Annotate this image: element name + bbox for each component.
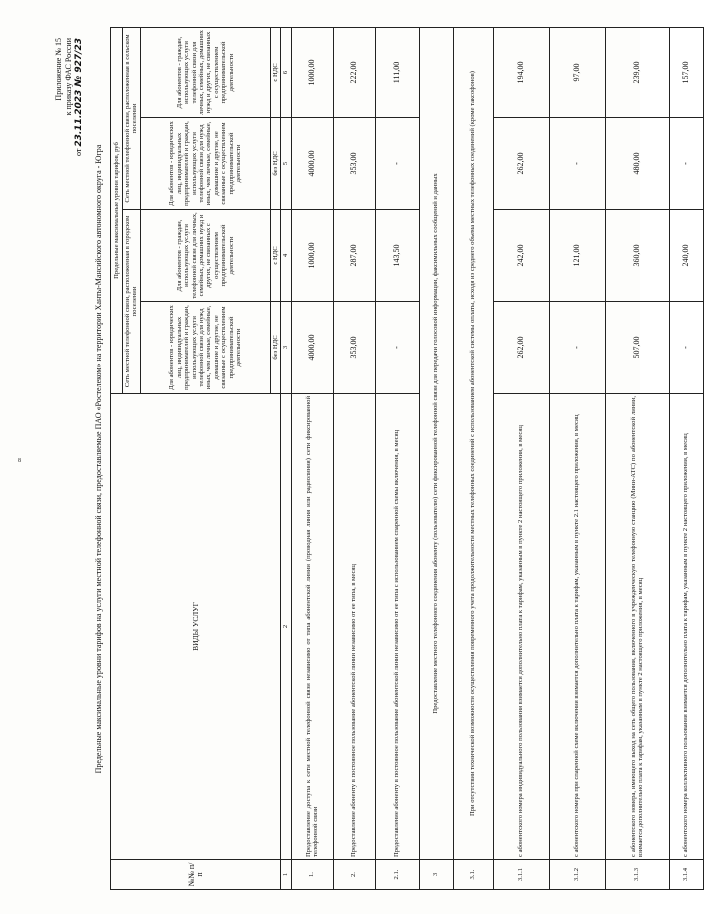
row-value: -: [669, 302, 703, 394]
row-section-heading: При отсутствии технической возможности осуществления повременного учета продолжительности местных телефонных соединений с использованием абонентской системы оплаты, исходя из среднего объема местных телефонных соединений (кроме таксофонов): [453, 28, 493, 860]
row-num: 1.: [291, 860, 333, 890]
row-value: 194,00: [493, 28, 549, 118]
row-value: -: [375, 302, 419, 394]
appendix-date-prefix: от: [74, 148, 83, 157]
row-num: 3.1.3: [605, 860, 669, 890]
page-number: 8: [18, 458, 21, 464]
header-vat-1: без НДС: [270, 302, 280, 394]
table-row: [669, 28, 703, 890]
header-tariffs: Предельные максимальные уровни тарифов, руб: [111, 28, 123, 394]
header-vat-4: с НДС: [270, 28, 280, 118]
header-vat-2: с НДС: [270, 210, 280, 302]
row-value: 97,00: [549, 28, 605, 118]
header-rural-network: Сеть местной телефонной связи, расположенная в сельском поселении: [123, 28, 141, 210]
header-num: №№ п/п: [111, 860, 281, 890]
col-number-6: 6: [281, 28, 291, 118]
row-service: с абонентского номера, имеющего выход на сеть общего пользования, включенного в учрежденческую телефонную станцию (Мини-АТС) по абонентской линии, взимается дополнительно плата к тарифам, указанным в пункте 2 настоящего приложения, в месяц: [605, 394, 669, 860]
table-row: [291, 28, 333, 890]
row-service: с абонентского номера при спаренной схеме включения взимается дополнительно плата к тарифам, указанным в пункте 2.1 настоящего приложения, в месяц: [549, 394, 605, 860]
row-service: с абонентского номера индивидуального пользования взимается дополнительно плата к тарифам, указанным в пункте 2 настоящего приложения, в месяц: [493, 394, 549, 860]
tariff-table: [110, 27, 704, 890]
row-value: -: [669, 118, 703, 210]
appendix-line-2: к приказу ФАС России: [64, 38, 73, 116]
document-title: Предельные максимальные уровни тарифов на услуги местной телефонной связи, предоставляемые ПАО «Ростелеком» на территории Ханты-Мансийского автономного округа - Югра: [94, 144, 103, 774]
header-urban-business: Для абонентов - юридических лиц, индивидуальных предпринимателей и граждан, использующих услуги телефонной связи для нужд иных, чем личные, семейные, домашние и другие, не связанные с осуществлением предпринимательской деятельности: [140, 302, 270, 394]
row-section-heading: Предоставление местного телефонного соединения абоненту (пользователю) сети фиксированной телефонной связи для передачи голосовой информации, факсимильных сообщений и данных: [419, 28, 453, 860]
row-value: 242,00: [493, 210, 549, 302]
col-number-5: 5: [281, 118, 291, 210]
row-num: 2.: [333, 860, 375, 890]
rotated-content: [54, 28, 691, 890]
row-value: 4000,00: [291, 302, 333, 394]
row-value: 222,00: [333, 28, 375, 118]
appendix-date-number: 23.11.2023 № 927/23: [74, 38, 84, 147]
appendix-line-3: [74, 38, 84, 278]
appendix-block: [54, 38, 84, 278]
col-number-4: 4: [281, 210, 291, 302]
table-row: [605, 28, 669, 890]
row-value: 1000,00: [291, 210, 333, 302]
row-value: 1000,00: [291, 28, 333, 118]
row-value: 143,50: [375, 210, 419, 302]
table-row: [419, 28, 453, 890]
row-value: 157,00: [669, 28, 703, 118]
row-num: 3.1.1: [493, 860, 549, 890]
row-value: 360,00: [605, 210, 669, 302]
row-num: 3: [419, 860, 453, 890]
row-value: 287,00: [333, 210, 375, 302]
table-row: [333, 28, 375, 890]
row-value: 353,00: [333, 118, 375, 210]
table-row: [453, 28, 493, 890]
row-value: 262,00: [493, 118, 549, 210]
row-value: 480,00: [605, 118, 669, 210]
row-value: 353,00: [333, 302, 375, 394]
col-number-2: 2: [281, 394, 291, 860]
header-urban-citizens: Для абонентов - граждан, использующих услуги телефонной связи для личных, семейных, домашних нужд и других, не связанных с осуществлением предпринимательской деятельности: [140, 210, 270, 302]
header-rural-citizens: Для абонентов - граждан, использующих услуги телефонной связи для личных, семейных, домашних нужд и других, не связанных с осуществлением предпринимательской деятельности: [140, 28, 270, 118]
table-row: [493, 28, 549, 890]
header-urban-network: Сеть местной телефонной связи, расположенная в городском поселении: [123, 210, 141, 394]
row-service: Предоставление абоненту в постоянное пользование абонентской линии независимо от ее типа с использованием спаренной схемы включения, в месяц: [375, 394, 419, 860]
header-rural-business: Для абонентов - юридических лиц, индивидуальных предпринимателей и граждан, использующих услуги телефонной связи для нужд иных, чем личные, семейные, домашние и другие, не связанные с осуществлением предпринимательской деятельности: [140, 118, 270, 210]
row-value: 239,00: [605, 28, 669, 118]
row-value: 121,00: [549, 210, 605, 302]
row-value: 262,00: [493, 302, 549, 394]
row-service: Предоставление доступа к сети местной телефонной связи независимо от типа абонентской линии (проводная линия или радиолиния) сети фиксированной телефонной связи: [291, 394, 333, 860]
row-num: 3.1.: [453, 860, 493, 890]
col-number-3: 3: [281, 302, 291, 394]
row-value: 111,00: [375, 28, 419, 118]
header-vat-3: без НДС: [270, 118, 280, 210]
row-num: 3.1.4: [669, 860, 703, 890]
row-service: с абонентского номера коллективного пользования взимается дополнительно плата к тарифам, указанным в пункте 2 настоящего приложения, в месяц: [669, 394, 703, 860]
row-value: -: [375, 118, 419, 210]
appendix-line-1: Приложение № 15: [54, 38, 63, 101]
col-number-1: 1: [281, 860, 291, 890]
row-value: -: [549, 302, 605, 394]
row-num: 2.1.: [375, 860, 419, 890]
row-value: 507,00: [605, 302, 669, 394]
row-service: Предоставление абоненту в постоянное пользование абонентской линии независимо от ее типа, в месяц: [333, 394, 375, 860]
row-value: 240,00: [669, 210, 703, 302]
row-num: 3.1.2: [549, 860, 605, 890]
table-row: [375, 28, 419, 890]
table-row: [549, 28, 605, 890]
row-value: 4000,00: [291, 118, 333, 210]
header-services: ВИДЫ УСЛУГ: [111, 394, 281, 860]
row-value: -: [549, 118, 605, 210]
